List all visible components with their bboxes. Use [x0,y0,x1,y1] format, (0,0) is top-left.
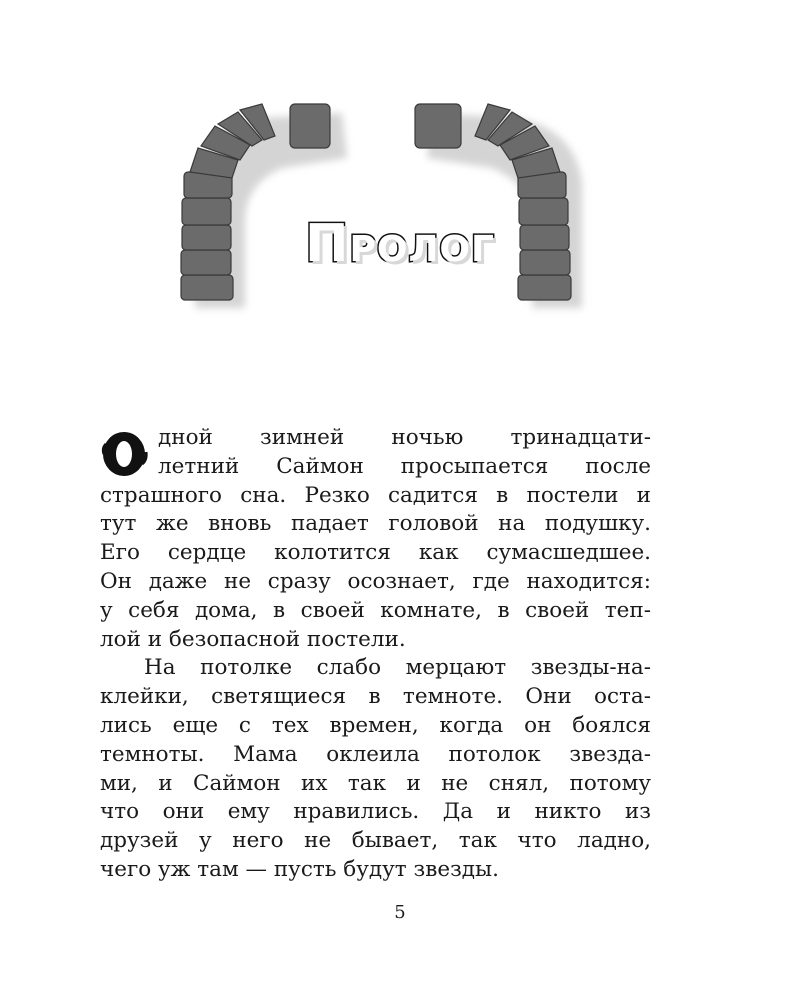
chapter-body [100,424,651,885]
text-line: чего уж там — пусть будут звезды. [100,856,499,882]
text-line: у себя дома, в своей комнате, в своей теп- [100,597,651,623]
drop-cap-letter [100,430,150,478]
text-line: что они ему нравились. Да и никто из [100,799,651,825]
page-number: 5 [394,902,406,923]
text-line: лись еще с тех времен, когда он боялся [100,712,651,738]
text-line: Его сердце колотится как сумасшедшее. [100,540,651,566]
text-line: лой и безопасной постели. [100,626,406,652]
stone-arch-illustration [0,0,800,340]
text-line: Он даже не сразу осознает, где находится: [100,568,651,594]
text-line: темноты. Мама оклеила потолок звезда- [100,741,651,767]
text-line: летний Саймон просыпается после [158,453,651,479]
text-line: дной зимней ночью тринадцати- [158,425,651,450]
chapter-title: Пролог [305,214,495,274]
text-line: страшного сна. Резко садится в постели и [100,482,651,508]
text-line: На потолке слабо мерцают звезды-на- [144,655,651,681]
text-line: ми, и Саймон их так и не снял, потому [100,770,651,796]
text-line: тут же вновь падает головой на подушку. [100,511,651,537]
text-line: клейки, светящиеся в темноте. Они оста- [100,684,651,710]
text-line: друзей у него не бывает, так что ладно, [100,828,651,854]
